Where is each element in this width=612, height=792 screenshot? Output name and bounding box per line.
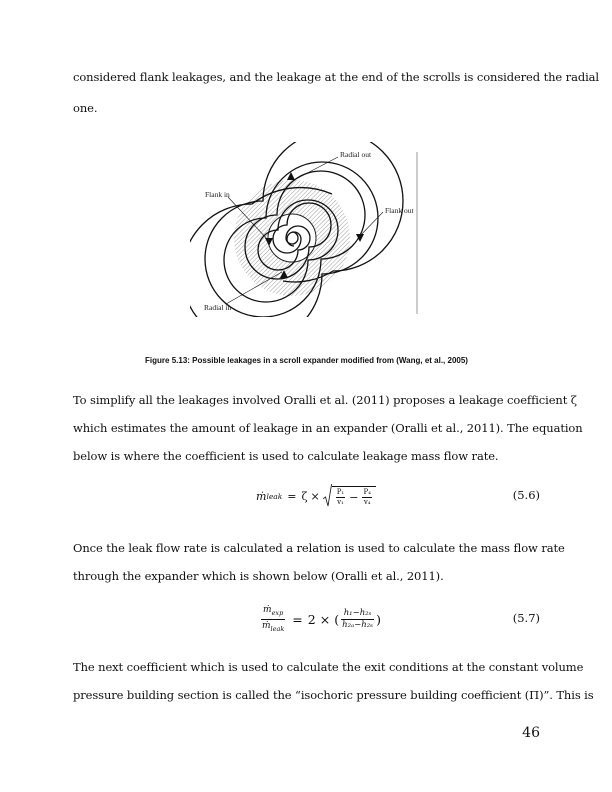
eq2-lhs-fraction bbox=[261, 604, 285, 635]
paragraph-3-line-1: Once the leak flow rate is calculated a relation is used to calculate the mass flow rate bbox=[73, 541, 565, 555]
eq2-times: × bbox=[319, 611, 331, 627]
equation-5-7 bbox=[73, 601, 540, 637]
eq1-frac2-denominator: v₄ bbox=[363, 497, 371, 506]
paragraph-3-line-2: through the expander which is shown below (Oralli et al., 2011). bbox=[73, 569, 444, 583]
eq2-rhs-denominator: h₂ₐ−h₂ₛ bbox=[342, 619, 374, 630]
paragraph-2-line-3: below is where the coefficient is used to calculate leakage mass flow rate. bbox=[73, 449, 499, 463]
eq2-rhs-numerator: h₁−h₂ₛ bbox=[343, 607, 372, 618]
eq1-frac1-numerator: P₁ bbox=[336, 487, 345, 496]
label-flank-out: Flank out bbox=[385, 206, 414, 215]
eq2-den-subscript: leak bbox=[270, 624, 285, 633]
eq2-two: 2 bbox=[307, 611, 316, 627]
eq2-open-paren: ( bbox=[334, 611, 340, 627]
leader-line-radial-out bbox=[294, 157, 338, 180]
eq2-equals: = bbox=[292, 611, 303, 627]
eq1-frac2-numerator: P₄ bbox=[363, 487, 371, 496]
eq2-den-symbol: ṁ bbox=[262, 620, 271, 631]
eq2-num-subscript: exp bbox=[271, 608, 284, 617]
scroll-expander-figure bbox=[190, 142, 430, 317]
eq1-mdot-symbol: ṁ bbox=[256, 489, 267, 503]
eq1-minus: − bbox=[349, 490, 359, 504]
eq1-mdot-subscript: leak bbox=[266, 491, 283, 501]
paragraph-2-line-1: To simplify all the leakages involved Oralli et al. (2011) proposes a leakage coefficient ζ bbox=[73, 393, 577, 407]
eq1-equals: = bbox=[287, 489, 297, 503]
sqrt-radical-icon bbox=[323, 484, 332, 508]
label-flank-in: Flank in bbox=[205, 190, 230, 199]
eq2-num-symbol: ṁ bbox=[263, 604, 272, 615]
equation-number-5-6: (5.6) bbox=[512, 488, 540, 502]
paragraph-4-line-2: pressure building section is called the “isochoric pressure building coefficient (Π)”. This is bbox=[73, 688, 594, 702]
label-radial-in: Radial in bbox=[204, 303, 232, 312]
equation-5-6 bbox=[73, 478, 540, 514]
paragraph-4-line-1: The next coefficient which is used to calculate the exit conditions at the constant volume bbox=[73, 660, 584, 674]
eq2-close-paren: ) bbox=[376, 611, 381, 627]
equation-number-5-7: (5.7) bbox=[512, 611, 540, 625]
eq1-zeta: ζ bbox=[301, 489, 308, 503]
eq1-times: × bbox=[310, 489, 320, 503]
eq1-fraction-1 bbox=[336, 488, 346, 507]
page-number: 46 bbox=[522, 725, 540, 741]
eq1-sqrt bbox=[323, 484, 376, 508]
inner-core-region bbox=[268, 214, 316, 262]
eq1-frac1-denominator: v₁ bbox=[337, 497, 344, 506]
figure-caption: Figure 5.13: Possible leakages in a scroll expander modified from (Wang, et al., 2005) bbox=[145, 356, 468, 365]
paragraph-2-line-2: which estimates the amount of leakage in an expander (Oralli et al., 2011). The equation bbox=[73, 421, 583, 435]
label-radial-out: Radial out bbox=[340, 150, 372, 159]
eq1-fraction-2 bbox=[362, 488, 372, 507]
eq2-rhs-fraction bbox=[341, 608, 374, 631]
paragraph-1-line-2: one. bbox=[73, 101, 98, 115]
paragraph-1-line-1: considered flank leakages, and the leakage at the end of the scrolls is considered the radial bbox=[73, 70, 600, 84]
